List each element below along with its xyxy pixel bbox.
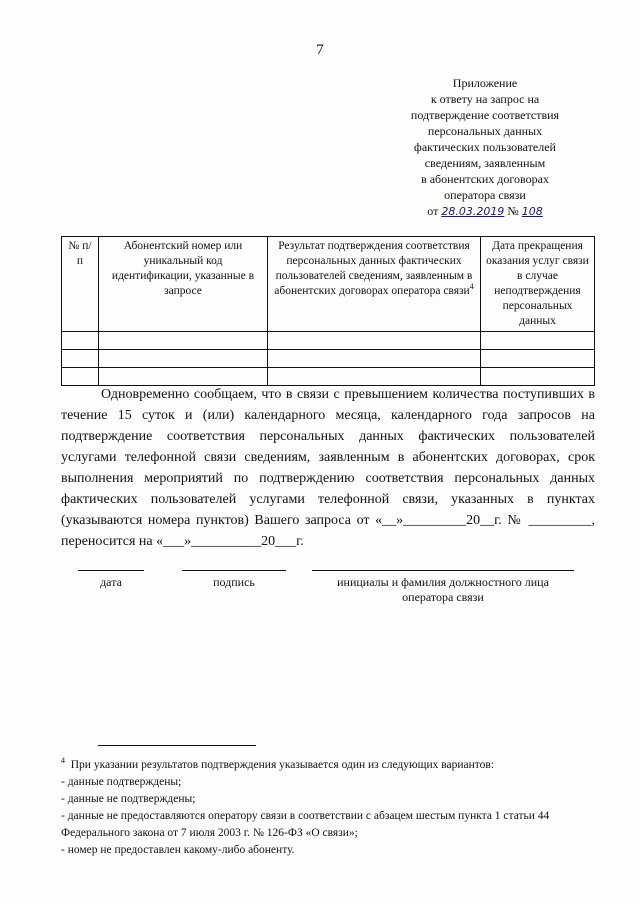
table-cell — [99, 368, 268, 386]
table-cell — [99, 350, 268, 368]
table-cell — [62, 368, 99, 386]
body-paragraph-block — [61, 384, 595, 552]
header-result — [268, 237, 481, 332]
header-termination-date: Дата прекращения оказания услуг связи в случае неподтверждения персональных данных — [481, 237, 595, 332]
signature-sign-block — [182, 570, 286, 590]
footnote-ref: 4 — [469, 282, 474, 292]
footnote-item: - данные не предоставляются оператору связи в соответствии с абзацем шестым пункта 1 статьи 44 Федерального закона от 7 июля 2003 г. № 126-ФЗ «О связи»; — [61, 810, 550, 839]
name-caption: инициалы и фамилия должностного лица оператора связи — [337, 575, 549, 604]
footnote-item: - данные подтверждены; — [61, 776, 182, 788]
footnote-mark: 4 — [61, 756, 65, 766]
signature-name-block — [312, 570, 574, 605]
header-result-text: Результат подтверждения соответствия персональных данных фактических пользователей сведениям, заявленным в абонентских договорах оператора связи — [274, 240, 473, 297]
appendix-line: оператора связи — [444, 188, 526, 202]
table-cell — [268, 350, 481, 368]
appendix-line: к ответу на запрос на — [430, 92, 540, 106]
body-paragraph: Одновременно сообщаем, что в связи с превышением количества поступивших в течение 15 суток и (или) календарного месяца, календарного года запросов на подтверждение соответствия персональных данных фактических пользователей услугами телефонной связи сведениям, заявленным в абонентских договорах, срок выполнения мероприятий по подтверждению соответствия персональных данных фактических пользователей услугами телефонной связи, указанных в пунктах (указываются номера пунктов) Вашего запроса от «__»_________20__г. № _________, переносится на «___»__________20___г. — [61, 387, 595, 549]
handwritten-date: 28.03.2019 — [441, 205, 505, 218]
signature-date-block — [78, 570, 144, 590]
name-line — [312, 570, 574, 571]
table-row — [62, 368, 595, 386]
table-cell — [481, 350, 595, 368]
page-number: 7 — [316, 42, 324, 58]
appendix-line: фактических пользователей — [414, 140, 556, 154]
table-row — [62, 350, 595, 368]
table-cell — [62, 332, 99, 350]
date-caption: дата — [100, 575, 122, 589]
results-table — [61, 236, 595, 386]
footnote-item: - номер не предоставлен какому-либо абоненту. — [61, 844, 295, 856]
date-prefix: от — [427, 204, 439, 218]
table-cell — [481, 332, 595, 350]
date-line — [78, 570, 144, 571]
appendix-date-line — [385, 203, 585, 220]
number-sign: № — [507, 204, 519, 218]
signature-line — [182, 570, 286, 571]
signature-caption: подпись — [213, 575, 255, 589]
table-cell — [481, 368, 595, 386]
appendix-line: сведениям, заявленным — [424, 156, 546, 170]
table-cell — [268, 368, 481, 386]
table-cell — [99, 332, 268, 350]
table-row — [62, 332, 595, 350]
footnote-block — [61, 757, 601, 859]
appendix-header — [385, 75, 585, 220]
table-cell — [268, 332, 481, 350]
appendix-line: Приложение — [452, 76, 518, 90]
appendix-line: персональных данных — [427, 124, 543, 138]
appendix-line: в абонентских договорах — [421, 172, 549, 186]
appendix-line: подтверждение соответствия — [410, 108, 560, 122]
handwritten-number: 108 — [521, 205, 543, 218]
footnote-intro-text: При указании результатов подтверждения указывается один из следующих вариантов: — [70, 759, 495, 771]
table-cell — [62, 350, 99, 368]
header-subscriber: Абонентский номер или уникальный код идентификации, указанные в запросе — [99, 237, 268, 332]
footnote-item: - данные не подтверждены; — [61, 793, 196, 805]
header-number: № п/п — [62, 237, 99, 332]
table-header-row — [62, 237, 595, 332]
footnote-separator — [98, 745, 256, 746]
footnote-intro — [61, 757, 601, 774]
